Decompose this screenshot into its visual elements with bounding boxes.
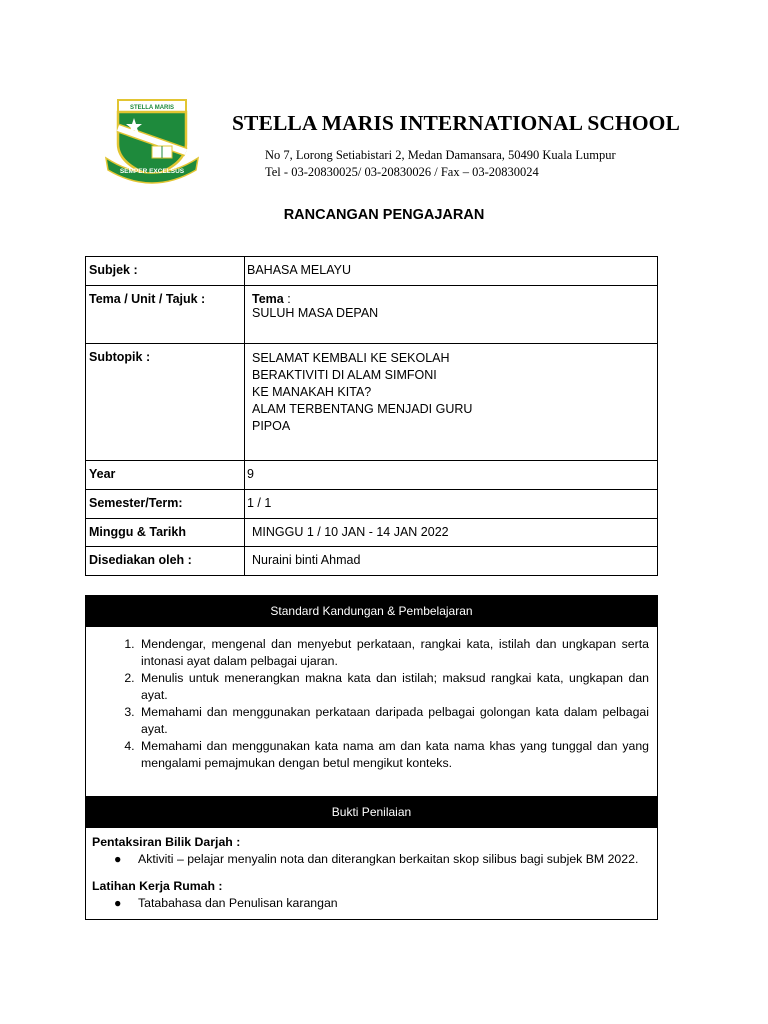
value-tema: SULUH MASA DEPAN (252, 306, 379, 320)
list-item (114, 851, 649, 868)
label-minggu: Minggu & Tarikh (86, 519, 245, 547)
subtopik-line: SELAMAT KEMBALI KE SEKOLAH (252, 351, 450, 365)
label-tema: Tema / Unit / Tajuk : (86, 286, 245, 344)
pentaksiran-heading: Pentaksiran Bilik Darjah : (92, 835, 241, 849)
standard-section (85, 595, 658, 797)
pentaksiran-list (92, 851, 649, 868)
subtopik-line: PIPOA (252, 419, 291, 433)
row-subjek (86, 257, 658, 286)
value-subtopik (245, 344, 658, 461)
school-name: STELLA MARIS INTERNATIONAL SCHOOL (232, 111, 680, 135)
document-title: RANCANGAN PENGAJARAN (283, 207, 485, 223)
standard-heading: Standard Kandungan & Pembelajaran (86, 596, 657, 627)
label-year: Year (86, 461, 245, 490)
standard-item: 3. Memahami dan menggunakan perkataan daripada pelbagai golongan kata dalam pelbagai ayat. (138, 704, 649, 738)
row-subtopik (86, 344, 658, 461)
label-subtopik: Subtopik : (86, 344, 245, 461)
bukti-heading: Bukti Penilaian (86, 797, 657, 828)
lesson-info-table (85, 256, 658, 576)
school-address: No 7, Lorong Setiabistari 2, Medan Damansara, 50490 Kuala Lumpur (265, 148, 616, 162)
list-item (114, 895, 649, 912)
bullet-icon: ● (114, 896, 122, 910)
latihan-item: Tatabahasa dan Penulisan karangan (138, 896, 338, 910)
bukti-section (85, 796, 658, 920)
row-disediakan (86, 547, 658, 576)
value-tema-cell (245, 286, 658, 344)
latihan-heading: Latihan Kerja Rumah : (92, 879, 223, 893)
logo-top-text: STELLA MARIS (129, 105, 175, 111)
standard-list (86, 627, 657, 782)
bukti-content (86, 828, 657, 928)
row-tema (86, 286, 658, 344)
subtopik-line: ALAM TERBENTANG MENJADI GURU (252, 402, 473, 416)
school-crest-logo (104, 98, 200, 184)
standard-item: 1. Mendengar, mengenal dan menyebut perkataan, rangkai kata, istilah dan ungkapan serta intonasi ayat dalam pelbagai ujaran. (138, 636, 649, 670)
value-subjek: BAHASA MELAYU (245, 257, 658, 286)
label-semester: Semester/Term: (86, 490, 245, 519)
school-contact: Tel - 03-20830025/ 03-20830026 / Fax – 03-20830024 (265, 165, 539, 179)
logo-motto: SEMPER EXCELSUS (119, 168, 185, 175)
latihan-list (92, 895, 649, 912)
bullet-icon: ● (114, 852, 122, 866)
row-minggu (86, 519, 658, 547)
value-disediakan: Nuraini binti Ahmad (245, 547, 658, 576)
subtopik-line: KE MANAKAH KITA? (252, 385, 372, 399)
standard-item: 4. Memahami dan menggunakan kata nama am dan kata nama khas yang tunggal dan yang mengalami pemajmukan dengan betul mengikut konteks. (138, 738, 649, 772)
standard-item: 2. Menulis untuk menerangkan makna kata dan istilah; maksud rangkai kata, ungkapan dan ayat. (138, 670, 649, 704)
tema-sublabel: Tema (252, 292, 284, 306)
value-year: 9 (245, 461, 658, 490)
tema-sep: : (283, 292, 291, 306)
row-year (86, 461, 658, 490)
letterhead (0, 0, 768, 200)
label-subjek: Subjek : (86, 257, 245, 286)
label-disediakan: Disediakan oleh : (86, 547, 245, 576)
pentaksiran-item: Aktiviti – pelajar menyalin nota dan diterangkan berkaitan skop silibus bagi subjek BM 2022. (138, 852, 639, 866)
row-semester (86, 490, 658, 519)
value-minggu: MINGGU 1 / 10 JAN - 14 JAN 2022 (245, 519, 658, 547)
value-semester: 1 / 1 (245, 490, 658, 519)
subtopik-line: BERAKTIVITI DI ALAM SIMFONI (252, 368, 437, 382)
